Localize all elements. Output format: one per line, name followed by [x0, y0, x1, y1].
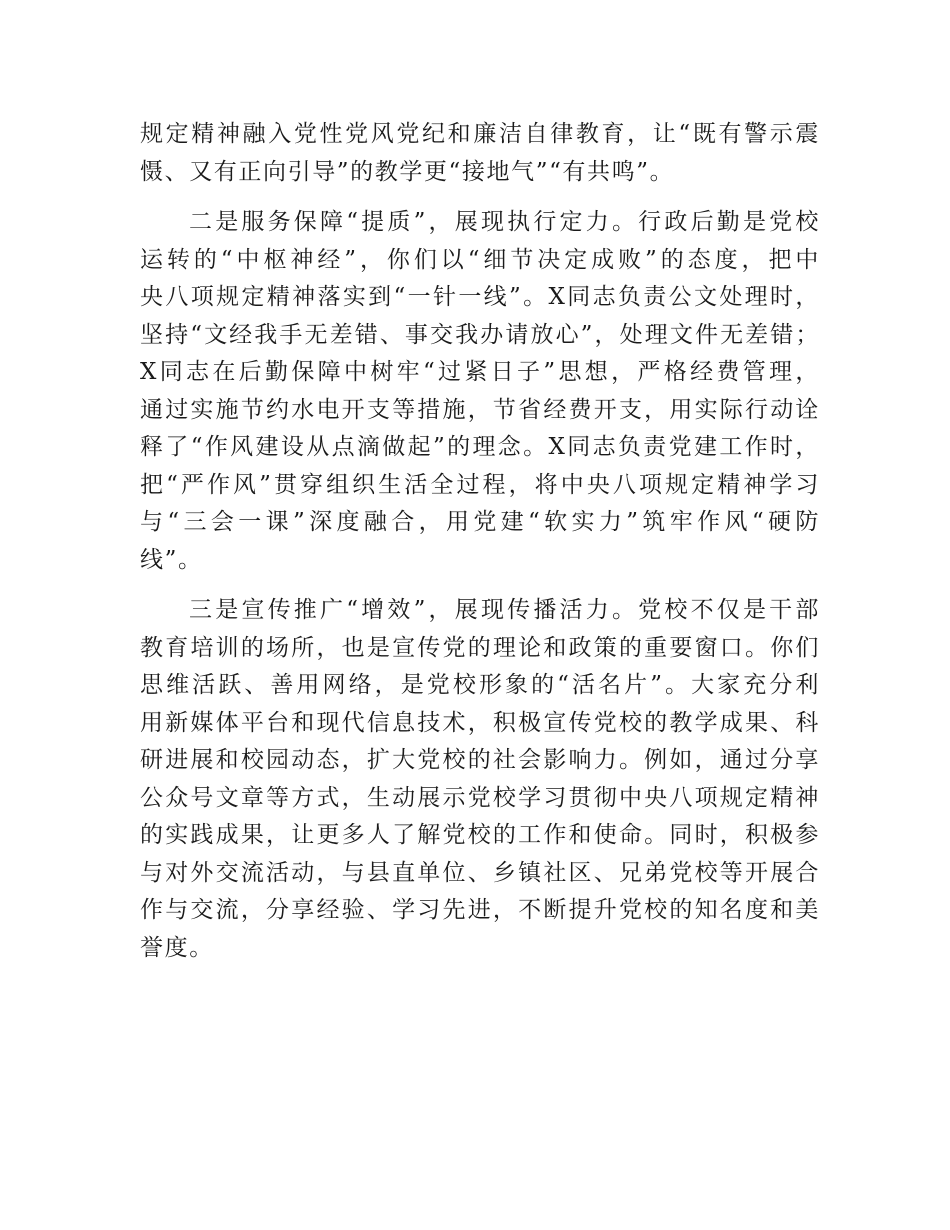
text-line: 规定精神融入党性党风党纪和廉洁自律教育，让“既有警示震	[140, 121, 820, 147]
text-line: 思维活跃、善用网络，是党校形象的“活名片”。大家充分利	[140, 672, 820, 698]
text-line: 三是宣传推广“增效”，展现传播活力。党校不仅是干部	[189, 597, 820, 623]
text-line: 把“严作风”贯穿组织生活全过程，将中央八项规定精神学习	[140, 471, 820, 498]
text-line: 研进展和校园动态，扩大党校的社会影响力。例如，通过分享	[140, 747, 820, 773]
text-line: 与对外交流活动，与县直单位、乡镇社区、兄弟党校等开展合	[140, 859, 820, 886]
text-line: 线”。	[140, 546, 203, 573]
text-line: 二是服务保障“提质”，展现执行定力。行政后勤是党校	[189, 209, 820, 235]
text-line: 用新媒体平台和现代信息技术，积极宣传党校的教学成果、科	[140, 709, 820, 736]
text-line: 公众号文章等方式，生动展示党校学习贯彻中央八项规定精神	[140, 784, 820, 811]
text-line: 坚持“文经我手无差错、事交我办请放心”，处理文件无差错；	[140, 321, 820, 348]
text-line: 与“三会一课”深度融合，用党建“软实力”筑牢作风“硬防	[140, 509, 820, 535]
text-line: 通过实施节约水电开支等措施，节省经费开支，用实际行动诠	[140, 396, 820, 423]
text-line: 释了“作风建设从点滴做起”的理念。X同志负责党建工作时，	[140, 434, 820, 460]
paragraph-continuation	[140, 116, 820, 191]
text-line: 作与交流，分享经验、学习先进，不断提升党校的知名度和美	[140, 897, 820, 923]
text-line: 誉度。	[140, 934, 214, 961]
text-line: X同志在后勤保障中树牢“过紧日子”思想，严格经费管理，	[140, 359, 820, 385]
text-line: 的实践成果，让更多人了解党校的工作和使命。同时，积极参	[140, 822, 820, 848]
text-line: 教育培训的场所，也是宣传党的理论和政策的重要窗口。你们	[140, 634, 820, 661]
text-line: 央八项规定精神落实到“一针一线”。X同志负责公文处理时，	[140, 284, 820, 310]
paragraph-publicity	[140, 592, 820, 967]
document-page	[140, 116, 820, 980]
paragraph-service-support	[140, 204, 820, 579]
text-line: 运转的“中枢神经”，你们以“细节决定成败”的态度，把中	[140, 246, 820, 273]
text-line: 慑、又有正向引导”的教学更“接地气”“有共鸣”。	[140, 158, 675, 185]
